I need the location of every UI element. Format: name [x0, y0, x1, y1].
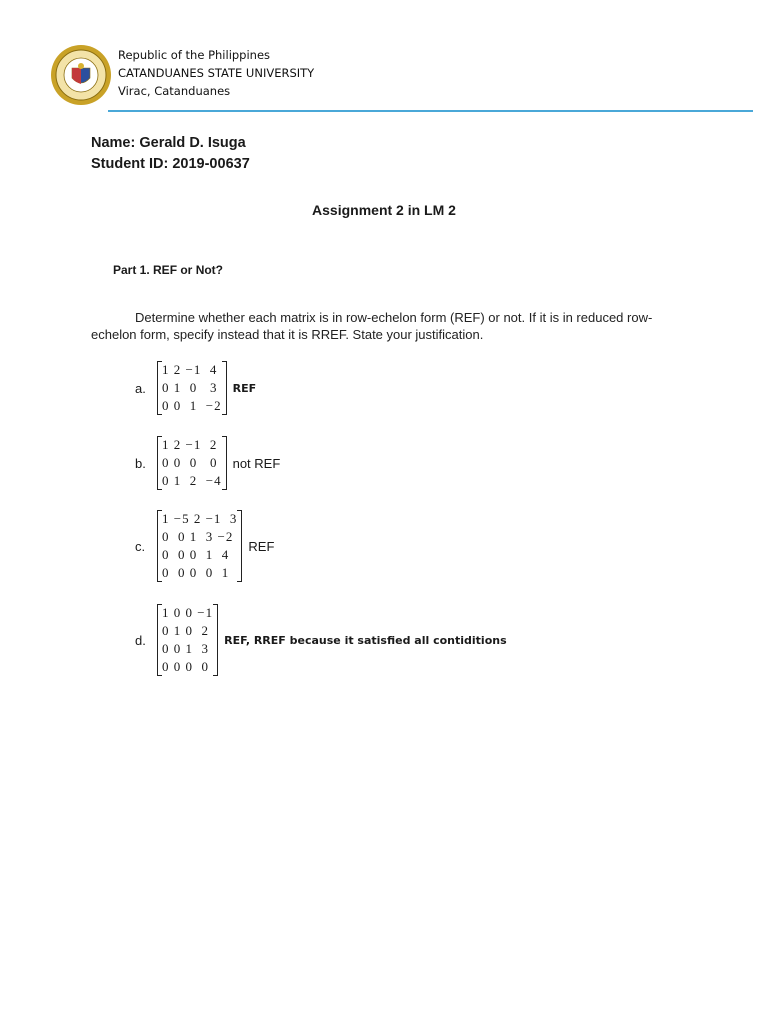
matrix-row: 0 1 0 3: [162, 380, 218, 395]
answer-d: REF, RREF because it satisfied all contiditions: [224, 633, 507, 647]
university-seal-icon: [50, 44, 112, 106]
student-name: Name: Gerald D. Isuga: [91, 135, 246, 151]
item-b: [135, 436, 280, 490]
assignment-title: Assignment 2 in LM 2: [312, 202, 456, 218]
header-university: CATANDUANES STATE UNIVERSITY: [118, 66, 315, 80]
part-heading: Part 1. REF or Not?: [113, 263, 224, 277]
item-a: [135, 361, 256, 415]
matrix-row: 0 0 1 3 −2: [162, 529, 234, 544]
matrix-row: 0 1 0 2: [162, 623, 209, 638]
header-rule: [108, 110, 753, 112]
item-label: b.: [135, 455, 146, 471]
matrix-d: [157, 604, 218, 676]
matrix-row: 0 0 0 1 4: [162, 547, 230, 562]
matrix-row: 1 −5 2 −1 3: [162, 511, 238, 526]
letterhead: [50, 42, 750, 114]
answer-b: not REF: [232, 455, 281, 471]
matrix-row: 1 2 −1 4: [162, 362, 218, 377]
matrix-row: 1 2 −1 2: [162, 437, 218, 452]
item-label: d.: [135, 632, 146, 648]
matrix-b: [157, 436, 227, 490]
item-label: c.: [135, 538, 146, 554]
header-location: Virac, Catanduanes: [118, 84, 231, 98]
item-c: [135, 510, 274, 582]
student-id: Student ID: 2019-00637: [91, 156, 250, 172]
instructions: Determine whether each matrix is in row-echelon form (REF) or not. If it is in reduced row-echelon form, specify instead that it is RREF. State your justification.: [91, 310, 653, 342]
matrix-row: 0 0 0 0 1: [162, 565, 230, 580]
matrix-a: [157, 361, 227, 415]
item-d: [135, 604, 507, 676]
answer-a: REF: [232, 381, 257, 395]
item-label: a.: [135, 380, 146, 396]
header-republic: Republic of the Philippines: [118, 48, 271, 62]
matrix-row: 0 1 2 −4: [162, 473, 222, 488]
matrix-row: 0 0 1 −2: [162, 398, 222, 413]
matrix-row: 0 0 0 0: [162, 455, 218, 470]
matrix-row: 1 0 0 −1: [162, 605, 214, 620]
matrix-row: 0 0 1 3: [162, 641, 209, 656]
matrix-row: 0 0 0 0: [162, 659, 209, 674]
matrix-c: [157, 510, 242, 582]
answer-c: REF: [248, 538, 275, 554]
